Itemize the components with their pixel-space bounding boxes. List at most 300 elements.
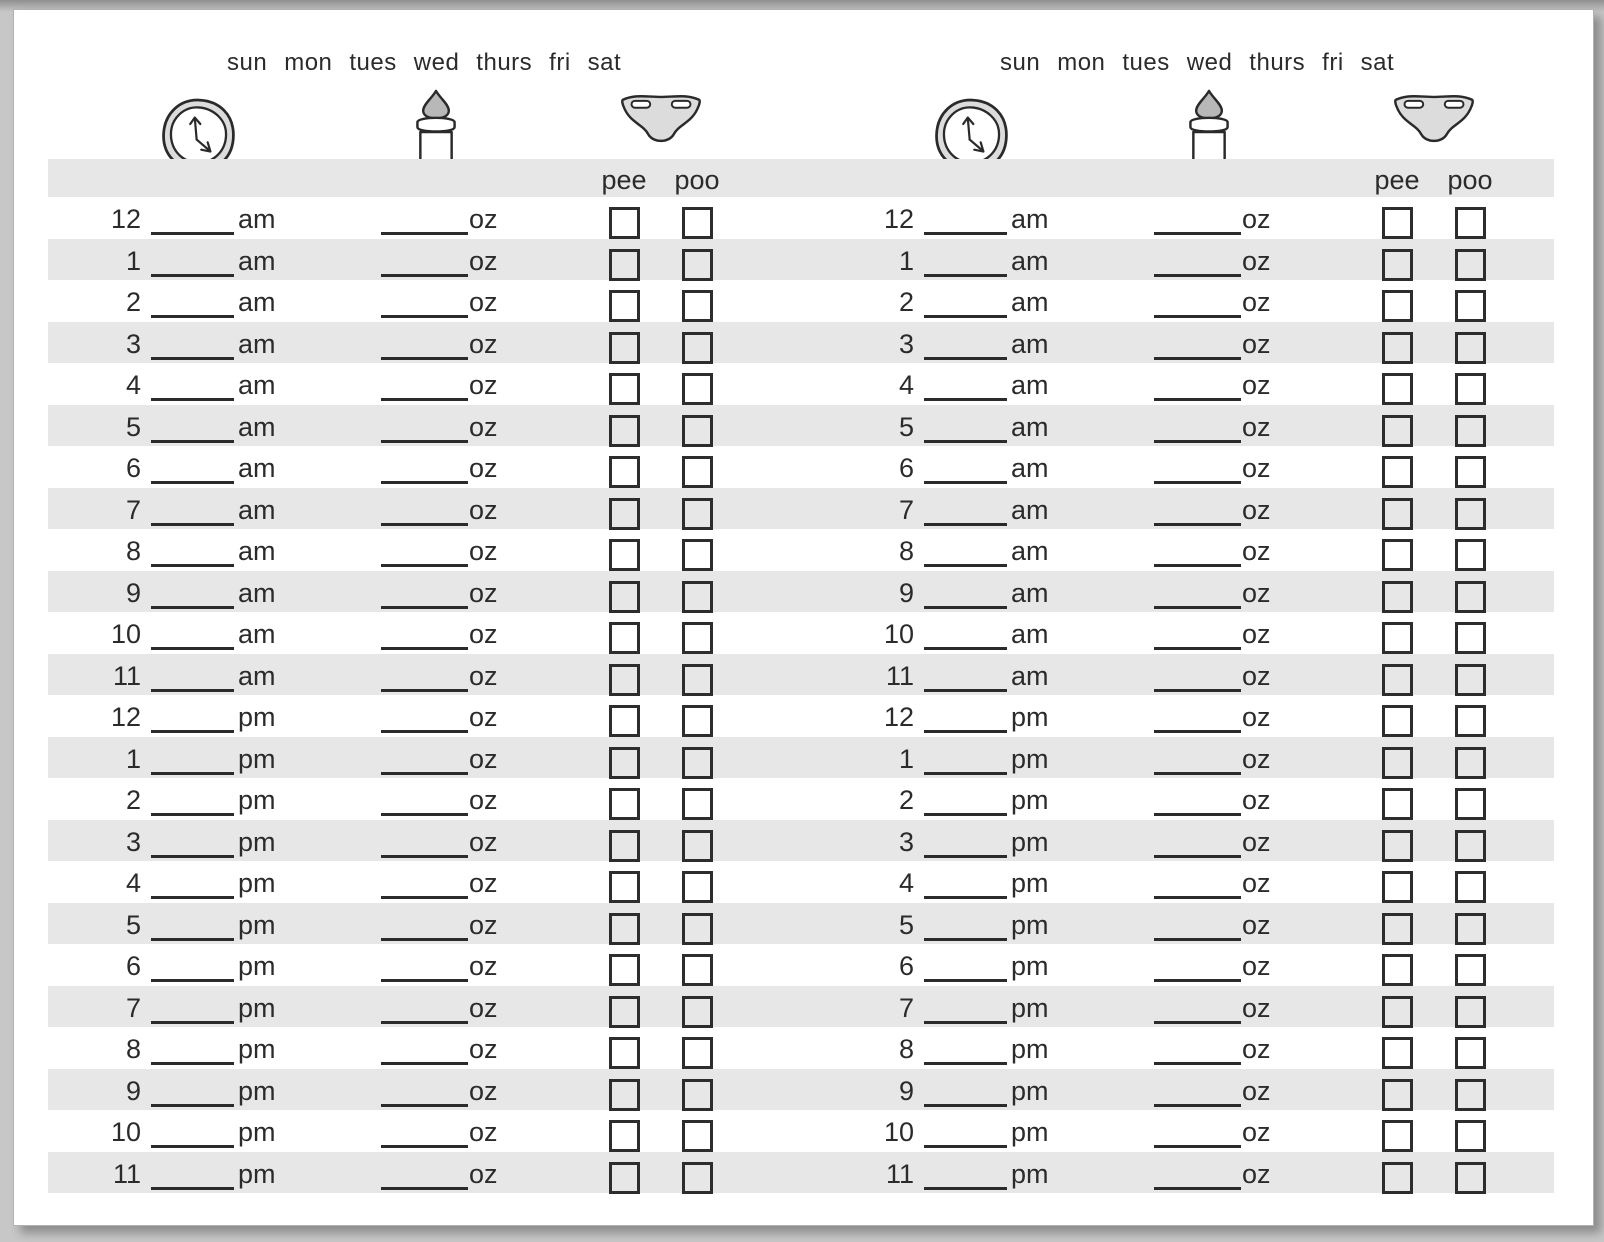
time-entry-line[interactable] (151, 1123, 234, 1148)
poo-checkbox[interactable] (1455, 1079, 1486, 1111)
poo-checkbox[interactable] (1455, 456, 1486, 488)
pee-checkbox[interactable] (609, 498, 640, 530)
poo-checkbox[interactable] (682, 996, 713, 1028)
ounces-entry-line[interactable] (381, 833, 468, 858)
ounces-entry-line[interactable] (1154, 376, 1241, 401)
poo-checkbox[interactable] (1455, 581, 1486, 613)
poo-checkbox[interactable] (1455, 954, 1486, 986)
pee-checkbox[interactable] (1382, 373, 1413, 405)
ounces-entry-line[interactable] (1154, 916, 1241, 941)
period-label: am (1011, 619, 1049, 649)
pee-checkbox[interactable] (609, 415, 640, 447)
time-entry-line[interactable] (924, 210, 1007, 235)
pee-checkbox[interactable] (609, 954, 640, 986)
time-entry-line[interactable] (151, 874, 234, 899)
panel-cell-p2 (821, 446, 1574, 488)
pee-checkbox[interactable] (1382, 249, 1413, 281)
ounces-entry-line[interactable] (381, 916, 468, 941)
panel-cell-p1 (48, 529, 801, 571)
pee-checkbox[interactable] (1382, 747, 1413, 779)
poo-checkbox[interactable] (682, 539, 713, 571)
period-label: am (1011, 494, 1049, 525)
pee-checkbox[interactable] (609, 913, 640, 945)
ounces-entry-line[interactable] (381, 874, 468, 899)
baby-log-sheet (13, 9, 1594, 1226)
pee-checkbox[interactable] (1382, 290, 1413, 322)
hour-label: 8 (125, 1034, 141, 1064)
poo-checkbox[interactable] (1455, 498, 1486, 530)
ounces-entry-line[interactable] (1154, 1123, 1241, 1148)
hour-row-2pm (48, 778, 1554, 820)
poo-checkbox[interactable] (682, 1079, 713, 1111)
pee-checkbox[interactable] (609, 871, 640, 903)
panel-cell-p1 (48, 695, 801, 737)
pee-checkbox[interactable] (1382, 830, 1413, 862)
time-entry-line[interactable] (924, 542, 1007, 567)
period-label: pm (1011, 1158, 1049, 1189)
time-entry-line[interactable] (151, 625, 234, 650)
day-label-sun: sun (1000, 49, 1041, 76)
poo-checkbox[interactable] (682, 913, 713, 945)
poo-checkbox[interactable] (1455, 788, 1486, 820)
time-entry-line[interactable] (924, 999, 1007, 1024)
poo-checkbox[interactable] (1455, 1037, 1486, 1069)
poo-checkbox[interactable] (682, 871, 713, 903)
poo-checkbox[interactable] (682, 664, 713, 696)
pee-checkbox[interactable] (1382, 705, 1413, 737)
ounces-entry-line[interactable] (381, 625, 468, 650)
poo-checkbox[interactable] (682, 332, 713, 364)
time-entry-line[interactable] (151, 999, 234, 1024)
panel-cell-p2 (821, 861, 1574, 903)
hour-label: 4 (898, 868, 914, 898)
hour-label: 11 (112, 1158, 141, 1189)
time-entry-line[interactable] (924, 252, 1007, 277)
poo-checkbox[interactable] (1455, 622, 1486, 654)
oz-label: oz (1242, 826, 1271, 857)
poo-checkbox[interactable] (682, 415, 713, 447)
ounces-entry-line[interactable] (381, 584, 468, 609)
pee-checkbox[interactable] (1382, 539, 1413, 571)
ounces-entry-line[interactable] (1154, 501, 1241, 526)
time-entry-line[interactable] (151, 667, 234, 692)
time-entry-line[interactable] (151, 376, 234, 401)
ounces-entry-line[interactable] (1154, 459, 1241, 484)
poo-checkbox[interactable] (682, 207, 713, 239)
pee-checkbox[interactable] (609, 581, 640, 613)
ounces-entry-line[interactable] (1154, 957, 1241, 982)
time-entry-line[interactable] (924, 708, 1007, 733)
panel-cell-p2 (821, 1069, 1574, 1111)
panel-cell-p2 (821, 280, 1574, 322)
hour-row-9pm (48, 1069, 1554, 1111)
hour-row-5pm (48, 903, 1554, 945)
oz-label: oz (1242, 411, 1271, 442)
pee-checkbox[interactable] (1382, 498, 1413, 530)
ounces-entry-line[interactable] (1154, 791, 1241, 816)
panel-cell-p2 (821, 778, 1574, 820)
time-entry-line[interactable] (924, 1082, 1007, 1107)
hour-row-5am (48, 405, 1554, 447)
poo-checkbox[interactable] (1455, 705, 1486, 737)
hour-row-10pm (48, 1110, 1554, 1152)
time-entry-line[interactable] (151, 584, 234, 609)
poo-checkbox[interactable] (1455, 1120, 1486, 1152)
ounces-entry-line[interactable] (381, 501, 468, 526)
time-entry-line[interactable] (151, 791, 234, 816)
day-label-mon: mon (1057, 49, 1106, 76)
poo-checkbox[interactable] (1455, 249, 1486, 281)
poo-checkbox[interactable] (682, 1037, 713, 1069)
time-entry-line[interactable] (151, 542, 234, 567)
ounces-entry-line[interactable] (1154, 1040, 1241, 1065)
poo-checkbox[interactable] (1455, 415, 1486, 447)
period-label: am (1011, 536, 1049, 566)
oz-label: oz (469, 1034, 498, 1064)
period-label: am (238, 287, 276, 317)
ounces-entry-line[interactable] (1154, 874, 1241, 899)
oz-label: oz (1242, 660, 1271, 691)
time-entry-line[interactable] (924, 418, 1007, 443)
poo-checkbox[interactable] (682, 290, 713, 322)
poo-checkbox[interactable] (682, 747, 713, 779)
hour-label: 7 (898, 992, 914, 1023)
oz-label: oz (469, 951, 498, 981)
ounces-entry-line[interactable] (1154, 625, 1241, 650)
time-entry-line[interactable] (151, 708, 234, 733)
poo-checkbox[interactable] (682, 456, 713, 488)
time-entry-line[interactable] (151, 1040, 234, 1065)
time-entry-line[interactable] (924, 376, 1007, 401)
panel-cell-p1 (48, 944, 801, 986)
pee-checkbox[interactable] (609, 622, 640, 654)
panel-cell-p2 (821, 612, 1574, 654)
hour-label: 4 (898, 370, 914, 400)
ounces-entry-line[interactable] (1154, 418, 1241, 443)
time-entry-line[interactable] (924, 833, 1007, 858)
poo-checkbox[interactable] (1455, 539, 1486, 571)
oz-label: oz (469, 1075, 498, 1106)
hour-row-4am (48, 363, 1554, 405)
pee-checkbox[interactable] (609, 705, 640, 737)
hour-label: 8 (125, 536, 141, 566)
pee-checkbox[interactable] (609, 539, 640, 571)
period-label: pm (238, 785, 276, 815)
poo-checkbox[interactable] (1455, 996, 1486, 1028)
ounces-entry-line[interactable] (1154, 1165, 1241, 1190)
time-entry-line[interactable] (151, 1082, 234, 1107)
time-entry-line[interactable] (924, 1040, 1007, 1065)
poo-checkbox[interactable] (682, 1162, 713, 1194)
pee-column-label: pee (1374, 165, 1420, 195)
pee-checkbox[interactable] (609, 456, 640, 488)
pee-checkbox[interactable] (609, 332, 640, 364)
period-label: am (1011, 370, 1049, 400)
ounces-entry-line[interactable] (381, 1040, 468, 1065)
poo-checkbox[interactable] (682, 249, 713, 281)
ounces-entry-line[interactable] (381, 376, 468, 401)
period-label: am (238, 660, 276, 691)
oz-label: oz (1242, 536, 1271, 566)
hour-label: 11 (885, 660, 914, 691)
pee-checkbox[interactable] (609, 747, 640, 779)
ounces-entry-line[interactable] (381, 999, 468, 1024)
panel-cell-p1 (48, 861, 801, 903)
time-entry-line[interactable] (924, 916, 1007, 941)
poo-checkbox[interactable] (1455, 332, 1486, 364)
period-label: pm (1011, 785, 1049, 815)
panel-cell-p2 (821, 571, 1574, 613)
ounces-entry-line[interactable] (1154, 708, 1241, 733)
period-label: pm (1011, 909, 1049, 940)
pee-checkbox[interactable] (1382, 664, 1413, 696)
days-of-week-right (1000, 49, 1394, 77)
panel-cell-p2 (821, 695, 1574, 737)
poo-checkbox[interactable] (1455, 1162, 1486, 1194)
period-label: am (1011, 287, 1049, 317)
poo-checkbox[interactable] (682, 788, 713, 820)
pee-checkbox[interactable] (609, 664, 640, 696)
pee-checkbox[interactable] (609, 788, 640, 820)
poo-checkbox[interactable] (682, 954, 713, 986)
time-entry-line[interactable] (151, 1165, 234, 1190)
ounces-entry-line[interactable] (381, 418, 468, 443)
pee-checkbox[interactable] (609, 249, 640, 281)
pee-checkbox[interactable] (609, 373, 640, 405)
pee-checkbox[interactable] (1382, 332, 1413, 364)
pee-checkbox[interactable] (609, 1120, 640, 1152)
hour-label: 10 (883, 619, 914, 649)
poo-checkbox[interactable] (682, 622, 713, 654)
ounces-entry-line[interactable] (381, 252, 468, 277)
day-label-sat: sat (587, 49, 622, 76)
poo-checkbox[interactable] (1455, 290, 1486, 322)
hour-label: 1 (125, 743, 141, 774)
ounces-entry-line[interactable] (381, 1165, 468, 1190)
pee-checkbox[interactable] (1382, 996, 1413, 1028)
panel-cell-p2 (821, 529, 1574, 571)
time-entry-line[interactable] (151, 459, 234, 484)
time-entry-line[interactable] (924, 957, 1007, 982)
oz-label: oz (469, 1158, 498, 1189)
hour-label: 12 (883, 204, 914, 234)
time-entry-line[interactable] (924, 459, 1007, 484)
time-entry-line[interactable] (151, 293, 234, 318)
time-entry-line[interactable] (151, 957, 234, 982)
oz-label: oz (469, 785, 498, 815)
hour-row-12pm (48, 695, 1554, 737)
poo-checkbox[interactable] (1455, 913, 1486, 945)
diaper-icon (1392, 93, 1476, 148)
day-label-mon: mon (284, 49, 333, 76)
ounces-entry-line[interactable] (1154, 1082, 1241, 1107)
hour-label: 5 (898, 909, 914, 940)
time-entry-line[interactable] (924, 750, 1007, 775)
day-label-fri: fri (549, 49, 571, 76)
oz-label: oz (1242, 743, 1271, 774)
oz-label: oz (469, 826, 498, 857)
time-entry-line[interactable] (924, 791, 1007, 816)
time-entry-line[interactable] (151, 335, 234, 360)
pee-checkbox[interactable] (1382, 1037, 1413, 1069)
panel-cell-p2 (821, 1110, 1574, 1152)
ounces-entry-line[interactable] (381, 750, 468, 775)
time-entry-line[interactable] (924, 335, 1007, 360)
pee-checkbox[interactable] (1382, 581, 1413, 613)
pee-checkbox[interactable] (1382, 871, 1413, 903)
ounces-entry-line[interactable] (381, 210, 468, 235)
ounces-entry-line[interactable] (1154, 210, 1241, 235)
hour-label: 9 (898, 577, 914, 608)
ounces-entry-line[interactable] (1154, 584, 1241, 609)
panel-cell-p2 (821, 654, 1574, 696)
oz-label: oz (1242, 494, 1271, 525)
period-label: pm (1011, 1075, 1049, 1106)
ounces-entry-line[interactable] (1154, 667, 1241, 692)
period-label: am (1011, 453, 1049, 483)
period-label: pm (238, 1034, 276, 1064)
ounces-entry-line[interactable] (381, 957, 468, 982)
hour-label: 3 (898, 826, 914, 857)
ounces-entry-line[interactable] (1154, 833, 1241, 858)
pee-checkbox[interactable] (1382, 954, 1413, 986)
panel-cell-p1 (48, 1110, 801, 1152)
time-entry-line[interactable] (151, 916, 234, 941)
hour-row-11am (48, 654, 1554, 696)
pee-checkbox[interactable] (1382, 1120, 1413, 1152)
hour-label: 9 (898, 1075, 914, 1106)
panel-cell-p2 (821, 944, 1574, 986)
oz-label: oz (469, 702, 498, 732)
ounces-entry-line[interactable] (1154, 750, 1241, 775)
pee-checkbox[interactable] (609, 207, 640, 239)
ounces-entry-line[interactable] (1154, 293, 1241, 318)
time-entry-line[interactable] (151, 501, 234, 526)
panel-cell-p2 (821, 197, 1574, 239)
pee-checkbox[interactable] (609, 1079, 640, 1111)
poo-checkbox[interactable] (682, 830, 713, 862)
hour-label: 10 (110, 619, 141, 649)
ounces-entry-line[interactable] (1154, 252, 1241, 277)
hour-row-6pm (48, 944, 1554, 986)
hour-label: 6 (125, 951, 141, 981)
pee-checkbox[interactable] (1382, 456, 1413, 488)
poo-checkbox[interactable] (1455, 207, 1486, 239)
time-entry-line[interactable] (924, 625, 1007, 650)
ounces-entry-line[interactable] (1154, 999, 1241, 1024)
time-entry-line[interactable] (924, 293, 1007, 318)
ounces-entry-line[interactable] (381, 708, 468, 733)
poo-checkbox[interactable] (1455, 830, 1486, 862)
period-label: am (1011, 577, 1049, 608)
period-label: pm (238, 743, 276, 774)
time-entry-line[interactable] (924, 1123, 1007, 1148)
pee-checkbox[interactable] (1382, 1079, 1413, 1111)
ounces-entry-line[interactable] (381, 791, 468, 816)
pee-checkbox[interactable] (1382, 913, 1413, 945)
oz-label: oz (469, 619, 498, 649)
pee-checkbox[interactable] (1382, 1162, 1413, 1194)
time-entry-line[interactable] (151, 750, 234, 775)
day-label-sun: sun (227, 49, 268, 76)
ounces-entry-line[interactable] (1154, 335, 1241, 360)
panel-cell-p1 (48, 322, 801, 364)
pee-checkbox[interactable] (609, 290, 640, 322)
oz-label: oz (469, 245, 498, 276)
ounces-entry-line[interactable] (381, 542, 468, 567)
oz-label: oz (1242, 909, 1271, 940)
poo-checkbox[interactable] (682, 705, 713, 737)
pee-checkbox[interactable] (1382, 622, 1413, 654)
pee-checkbox[interactable] (1382, 415, 1413, 447)
hour-label: 8 (898, 1034, 914, 1064)
period-label: pm (1011, 1034, 1049, 1064)
hour-row-4pm (48, 861, 1554, 903)
hour-label: 5 (125, 909, 141, 940)
time-entry-line[interactable] (924, 874, 1007, 899)
time-entry-line[interactable] (924, 1165, 1007, 1190)
period-label: am (238, 245, 276, 276)
hour-label: 1 (125, 245, 141, 276)
period-label: am (1011, 245, 1049, 276)
pee-checkbox[interactable] (1382, 207, 1413, 239)
time-entry-line[interactable] (924, 667, 1007, 692)
ounces-entry-line[interactable] (381, 293, 468, 318)
poo-checkbox[interactable] (682, 373, 713, 405)
hour-label: 7 (898, 494, 914, 525)
time-entry-line[interactable] (151, 252, 234, 277)
ounces-entry-line[interactable] (381, 667, 468, 692)
hour-row-12am (48, 197, 1554, 239)
ounces-entry-line[interactable] (1154, 542, 1241, 567)
ounces-entry-line[interactable] (381, 1123, 468, 1148)
panel-cell-p2 (821, 737, 1574, 779)
time-entry-line[interactable] (924, 584, 1007, 609)
poo-checkbox[interactable] (682, 581, 713, 613)
poo-checkbox[interactable] (1455, 664, 1486, 696)
poo-checkbox[interactable] (682, 498, 713, 530)
time-entry-line[interactable] (151, 833, 234, 858)
poo-checkbox[interactable] (1455, 871, 1486, 903)
pee-checkbox[interactable] (609, 830, 640, 862)
panel-cell-p2 (821, 363, 1574, 405)
poo-checkbox[interactable] (1455, 373, 1486, 405)
oz-label: oz (469, 287, 498, 317)
oz-label: oz (1242, 577, 1271, 608)
time-entry-line[interactable] (151, 210, 234, 235)
hour-label: 11 (885, 1158, 914, 1189)
pee-checkbox[interactable] (1382, 788, 1413, 820)
pee-checkbox[interactable] (609, 1037, 640, 1069)
ounces-entry-line[interactable] (381, 459, 468, 484)
period-label: pm (1011, 868, 1049, 898)
time-entry-line[interactable] (924, 501, 1007, 526)
panel-cell-p1 (48, 239, 801, 281)
pee-checkbox[interactable] (609, 1162, 640, 1194)
time-entry-line[interactable] (151, 418, 234, 443)
hour-label: 12 (110, 204, 141, 234)
oz-label: oz (469, 660, 498, 691)
pee-checkbox[interactable] (609, 996, 640, 1028)
panel-cell-p1 (48, 903, 801, 945)
oz-label: oz (469, 909, 498, 940)
poo-checkbox[interactable] (682, 1120, 713, 1152)
ounces-entry-line[interactable] (381, 335, 468, 360)
ounces-entry-line[interactable] (381, 1082, 468, 1107)
hour-label: 9 (125, 577, 141, 608)
period-label: am (1011, 204, 1049, 234)
poo-checkbox[interactable] (1455, 747, 1486, 779)
